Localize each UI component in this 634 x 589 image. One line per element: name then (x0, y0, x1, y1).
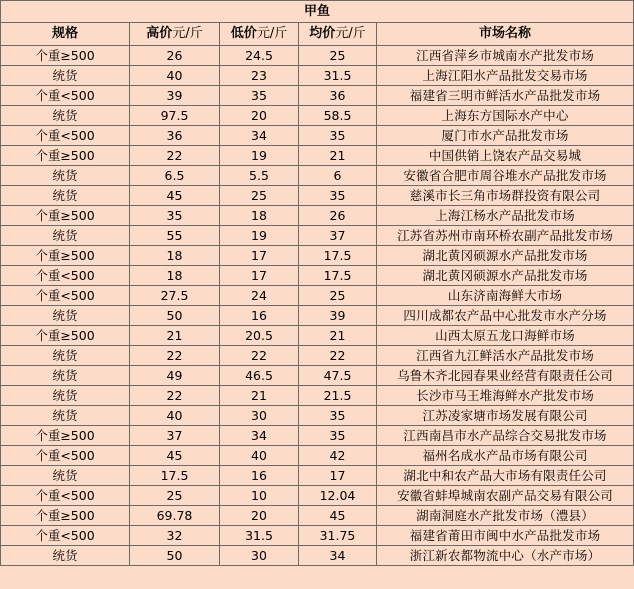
avg-price-cell: 42 (299, 446, 377, 466)
high-price-cell: 39 (130, 86, 220, 106)
table-row (1, 506, 634, 526)
high-price-cell: 35 (130, 206, 220, 226)
spec-cell: 个重≥500 (1, 46, 130, 66)
high-price-cell: 50 (130, 306, 220, 326)
spec-cell: 统货 (1, 546, 130, 566)
table-row (1, 326, 634, 346)
header-spec (1, 23, 130, 46)
table-row (1, 486, 634, 506)
spec-cell: 统货 (1, 106, 130, 126)
avg-price-cell: 35 (299, 126, 377, 146)
table-row (1, 366, 634, 386)
table-row (1, 106, 634, 126)
market-cell: 上海江杨水产品批发市场 (377, 206, 634, 226)
avg-price-cell: 21.5 (299, 386, 377, 406)
market-cell: 江苏凌家塘市场发展有限公司 (377, 406, 634, 426)
table-row (1, 386, 634, 406)
spec-cell: 个重<500 (1, 526, 130, 546)
low-price-cell: 34 (220, 426, 299, 446)
table-row (1, 446, 634, 466)
table-row (1, 346, 634, 366)
market-cell: 山西太原五龙口海鲜市场 (377, 326, 634, 346)
low-price-cell: 20.5 (220, 326, 299, 346)
low-price-cell: 20 (220, 106, 299, 126)
market-cell: 安徽省蚌埠城南农副产品交易有限公司 (377, 486, 634, 506)
market-cell: 中国供销上饶农产品交易城 (377, 146, 634, 166)
avg-price-cell: 36 (299, 86, 377, 106)
high-price-cell: 69.78 (130, 506, 220, 526)
low-price-cell: 24.5 (220, 46, 299, 66)
market-cell: 江西省萍乡市城南水产批发市场 (377, 46, 634, 66)
low-price-cell: 46.5 (220, 366, 299, 386)
table-row (1, 526, 634, 546)
spec-cell: 统货 (1, 66, 130, 86)
table-row (1, 206, 634, 226)
low-price-cell: 40 (220, 446, 299, 466)
spec-cell: 统货 (1, 386, 130, 406)
low-price-cell: 31.5 (220, 526, 299, 546)
spec-cell: 个重≥500 (1, 326, 130, 346)
avg-price-cell: 39 (299, 306, 377, 326)
spec-cell: 统货 (1, 346, 130, 366)
high-price-cell: 21 (130, 326, 220, 346)
market-cell: 江苏省苏州市南环桥农副产品批发市场 (377, 226, 634, 246)
high-price-cell: 49 (130, 366, 220, 386)
table-row (1, 166, 634, 186)
avg-price-cell: 31.5 (299, 66, 377, 86)
table-row (1, 266, 634, 286)
header-high-label: 高价 (146, 26, 173, 41)
low-price-cell: 17 (220, 266, 299, 286)
header-avg-unit: 元/斤 (335, 26, 366, 41)
avg-price-cell: 37 (299, 226, 377, 246)
low-price-cell: 5.5 (220, 166, 299, 186)
spec-cell: 个重<500 (1, 286, 130, 306)
market-cell: 湖南洞庭水产批发市场（澧县） (377, 506, 634, 526)
table-row (1, 66, 634, 86)
spec-cell: 个重≥500 (1, 246, 130, 266)
header-avg-price (299, 23, 377, 46)
header-low-unit: 元/斤 (256, 26, 288, 41)
spec-cell: 统货 (1, 186, 130, 206)
high-price-cell: 17.5 (130, 466, 220, 486)
low-price-cell: 24 (220, 286, 299, 306)
low-price-cell: 19 (220, 146, 299, 166)
market-cell: 湖北黄冈硕源水产品批发市场 (377, 246, 634, 266)
avg-price-cell: 35 (299, 186, 377, 206)
low-price-cell: 34 (220, 126, 299, 146)
header-market (377, 23, 634, 46)
title-row (1, 1, 634, 23)
spec-cell: 统货 (1, 466, 130, 486)
avg-price-cell: 25 (299, 286, 377, 306)
high-price-cell: 50 (130, 546, 220, 566)
market-cell: 慈溪市长三角市场群投资有限公司 (377, 186, 634, 206)
table-row (1, 466, 634, 486)
header-row (1, 23, 634, 46)
avg-price-cell: 12.04 (299, 486, 377, 506)
table-title: 甲鱼 (1, 1, 634, 23)
market-cell: 厦门市水产品批发市场 (377, 126, 634, 146)
avg-price-cell: 6 (299, 166, 377, 186)
high-price-cell: 6.5 (130, 166, 220, 186)
high-price-cell: 55 (130, 226, 220, 246)
high-price-cell: 25 (130, 486, 220, 506)
high-price-cell: 97.5 (130, 106, 220, 126)
spec-cell: 个重<500 (1, 86, 130, 106)
avg-price-cell: 25 (299, 46, 377, 66)
market-cell: 安徽省合肥市周谷堆水产品批发市场 (377, 166, 634, 186)
avg-price-cell: 35 (299, 406, 377, 426)
low-price-cell: 21 (220, 386, 299, 406)
low-price-cell: 20 (220, 506, 299, 526)
table-row (1, 306, 634, 326)
market-cell: 福州名成水产品市场有限公司 (377, 446, 634, 466)
avg-price-cell: 17.5 (299, 266, 377, 286)
header-high-price (130, 23, 220, 46)
market-cell: 乌鲁木齐北园春果业经营有限责任公司 (377, 366, 634, 386)
spec-cell: 统货 (1, 406, 130, 426)
high-price-cell: 40 (130, 406, 220, 426)
spec-cell: 个重≥500 (1, 426, 130, 446)
spec-cell: 统货 (1, 366, 130, 386)
high-price-cell: 27.5 (130, 286, 220, 306)
header-market-label: 市场名称 (479, 26, 532, 41)
high-price-cell: 22 (130, 386, 220, 406)
high-price-cell: 40 (130, 66, 220, 86)
avg-price-cell: 17.5 (299, 246, 377, 266)
avg-price-cell: 31.75 (299, 526, 377, 546)
table-row (1, 546, 634, 566)
market-cell: 山东济南海鲜大市场 (377, 286, 634, 306)
spec-cell: 个重<500 (1, 446, 130, 466)
spec-cell: 个重≥500 (1, 146, 130, 166)
avg-price-cell: 47.5 (299, 366, 377, 386)
spec-cell: 个重≥500 (1, 206, 130, 226)
spec-cell: 个重≥500 (1, 506, 130, 526)
table-row (1, 186, 634, 206)
high-price-cell: 37 (130, 426, 220, 446)
low-price-cell: 30 (220, 546, 299, 566)
high-price-cell: 45 (130, 186, 220, 206)
market-cell: 长沙市马王堆海鲜水产批发市场 (377, 386, 634, 406)
avg-price-cell: 35 (299, 426, 377, 446)
avg-price-cell: 21 (299, 146, 377, 166)
avg-price-cell: 22 (299, 346, 377, 366)
avg-price-cell: 17 (299, 466, 377, 486)
high-price-cell: 32 (130, 526, 220, 546)
market-cell: 福建省莆田市闽中水产品批发市场 (377, 526, 634, 546)
low-price-cell: 17 (220, 246, 299, 266)
low-price-cell: 25 (220, 186, 299, 206)
high-price-cell: 22 (130, 346, 220, 366)
table-row (1, 86, 634, 106)
spec-cell: 个重<500 (1, 486, 130, 506)
market-cell: 湖北中和农产品大市场有限责任公司 (377, 466, 634, 486)
table-row (1, 126, 634, 146)
spec-cell: 统货 (1, 306, 130, 326)
high-price-cell: 36 (130, 126, 220, 146)
market-cell: 上海东方国际水产中心 (377, 106, 634, 126)
header-high-unit: 元/斤 (172, 26, 203, 41)
table-row (1, 146, 634, 166)
avg-price-cell: 58.5 (299, 106, 377, 126)
avg-price-cell: 21 (299, 326, 377, 346)
high-price-cell: 18 (130, 266, 220, 286)
market-cell: 江西南昌市水产品综合交易批发市场 (377, 426, 634, 446)
market-cell: 福建省三明市鲜活水产品批发市场 (377, 86, 634, 106)
table-row (1, 46, 634, 66)
header-avg-label: 均价 (309, 26, 336, 41)
spec-cell: 统货 (1, 226, 130, 246)
table-row (1, 426, 634, 446)
low-price-cell: 16 (220, 466, 299, 486)
low-price-cell: 30 (220, 406, 299, 426)
market-cell: 四川成都农产品中心批发市水产分场 (377, 306, 634, 326)
low-price-cell: 22 (220, 346, 299, 366)
table-row (1, 286, 634, 306)
table-row (1, 226, 634, 246)
market-cell: 浙江新农都物流中心（水产市场） (377, 546, 634, 566)
market-cell: 上海江阳水产品批发交易市场 (377, 66, 634, 86)
low-price-cell: 10 (220, 486, 299, 506)
market-cell: 江西省九江鲜活水产品批发市场 (377, 346, 634, 366)
high-price-cell: 18 (130, 246, 220, 266)
low-price-cell: 35 (220, 86, 299, 106)
header-spec-label: 规格 (51, 26, 78, 41)
header-low-label: 低价 (230, 26, 257, 41)
high-price-cell: 26 (130, 46, 220, 66)
market-cell: 湖北黄冈硕源水产品批发市场 (377, 266, 634, 286)
spec-cell: 个重<500 (1, 266, 130, 286)
high-price-cell: 45 (130, 446, 220, 466)
avg-price-cell: 26 (299, 206, 377, 226)
low-price-cell: 19 (220, 226, 299, 246)
table-row (1, 246, 634, 266)
low-price-cell: 18 (220, 206, 299, 226)
low-price-cell: 23 (220, 66, 299, 86)
avg-price-cell: 34 (299, 546, 377, 566)
header-low-price (220, 23, 299, 46)
avg-price-cell: 45 (299, 506, 377, 526)
high-price-cell: 22 (130, 146, 220, 166)
spec-cell: 统货 (1, 166, 130, 186)
low-price-cell: 16 (220, 306, 299, 326)
spec-cell: 个重<500 (1, 126, 130, 146)
table-row (1, 406, 634, 426)
